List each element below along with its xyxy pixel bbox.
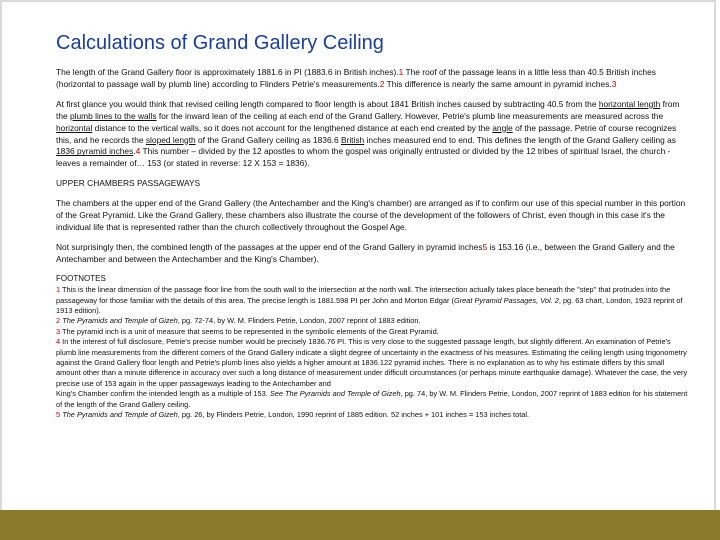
footnote-2-text: , pg. 72-74, by W. M. Flinders Petrie, London, 2007 reprint of 1883 edition. — [177, 316, 421, 326]
footnote-2-number: 2 — [56, 316, 61, 326]
footnote-4 — [56, 337, 690, 410]
para2-underline-7: 1836 pyramid inches — [56, 146, 134, 157]
footnote-1-text: This is the linear dimension of the passage floor line from the south wall to the intersection at the north wall. The intersection actually takes place beneath the "step" that protrudes into the passageway for those familiar with the details of this area. The precise length is 1881.598 PI per John and Morton Edgar ( — [56, 285, 671, 305]
para2-text-2: from the — [56, 98, 680, 121]
footnote-1-number: 1 — [56, 285, 61, 295]
footnote-1 — [56, 285, 690, 316]
paragraph-passage-length — [56, 242, 690, 266]
page-title: Calculations of Grand Gallery Ceiling — [56, 32, 384, 54]
footnote-2-title: The Pyramids and Temple of Gizeh — [62, 316, 178, 326]
para2-underline-6: British — [340, 134, 365, 145]
footnote-5-title: The Pyramids and Temple of Gizeh — [62, 409, 178, 419]
paragraph-floor-length — [56, 67, 690, 91]
footnote-4-title: See The Pyramids and Temple of Gizeh — [269, 389, 401, 399]
para2-text-8: . — [133, 146, 136, 157]
para2-text-7: inches measured end to end. This defines the length of the Grand Gallery ceiling as — [364, 134, 676, 145]
footnote-4-number: 4 — [56, 337, 61, 347]
footnote-3 — [56, 327, 690, 337]
footnote-1-title: Great Pyramid Passages, Vol. 2 — [453, 295, 559, 305]
para2-text-5: of the passage. Petrie of course recognizes this, and he records the — [56, 122, 677, 145]
para2-underline-3: horizontal — [56, 122, 93, 133]
para2-text-9: This number – divided by the 12 apostles to whom the gospel was originally entrusted or divided by the 12 tribes of spiritual Israel, the church - leaves a remainder of… 153 (or stated in reverse: 12 X 153 = 1836). — [56, 146, 671, 169]
footnote-ref-5[interactable]: 5 — [482, 241, 488, 252]
para2-underline-2: plumb lines to the walls — [69, 110, 157, 121]
footnote-4-text-3: , pg. 74, by W. M. Flinders Petrie, London, 2007 reprint of 1883 edition for his statement of the length of the Grand Gallery ceiling. — [56, 389, 688, 409]
para1-text-c: This difference is nearly the same amount in pyramid inches. — [384, 78, 612, 89]
document-body — [56, 67, 690, 420]
footnote-3-number: 3 — [56, 326, 61, 336]
para2-underline-1: horizontal length — [598, 98, 661, 109]
para2-underline-4: angle — [492, 122, 513, 133]
footnote-ref-3[interactable]: 3 — [611, 78, 617, 89]
section-heading: UPPER CHAMBERS PASSAGEWAYS — [56, 178, 201, 189]
para2-underline-5: sloped length — [145, 134, 196, 145]
footnote-5 — [56, 410, 690, 420]
para2-text-4: distance to the vertical walls, so it does not account for the lengthened distance at each end created by the — [92, 122, 493, 133]
footnote-ref-2[interactable]: 2 — [379, 78, 385, 89]
para2-text-1: At first glance you would think that revised ceiling length compared to floor length is about 1841 British inches caused by subtracting 40.5 from the — [56, 98, 599, 109]
para4-text-b: is 153.16 (i.e., between the Grand Gallery and the Antechamber and between the Antechamber and the King's Chamber). — [56, 241, 675, 264]
footnote-5-text: , pg. 26, by Flinders Petrie, London, 1990 reprint of 1885 edition. 52 inches + 101 inches = 153 inches total. — [177, 409, 530, 419]
bottom-bar — [0, 510, 720, 540]
footnotes-heading: FOOTNOTES — [56, 273, 106, 283]
footnote-2 — [56, 316, 690, 326]
footnote-ref-4[interactable]: 4 — [135, 146, 141, 157]
footnote-5-number: 5 — [56, 409, 61, 419]
para1-text-a: The length of the Grand Gallery floor is approximately 1881.6 in PI (1883.6 in British inches). — [56, 67, 399, 77]
paragraph-ceiling-length — [56, 99, 690, 170]
footnote-1-text-2: , pg. 63 chart, London, 1923 reprint of 1913 edition). — [56, 295, 683, 315]
para2-text-6: of the Grand Gallery ceiling as 1836.6 — [195, 134, 341, 145]
paragraph-upper-chambers: The chambers at the upper end of the Grand Gallery (the Antechamber and the King's chamber) are arranged as if to confirm our use of this special number in this portion of the Great Pyramid. Like the Grand Gallery, these chambers also illustrate the course of the development of the followers of Christ, even though in this case it's the individual life that is represented rather than the church collectively throughout the Gospel Age. — [56, 198, 686, 232]
footnote-4-text-2: King's Chamber confirm the intended length as a multiple of 153. — [56, 389, 270, 399]
footnotes-section — [56, 274, 690, 421]
para2-text-3: for the inward lean of the ceiling at each end of the Grand Gallery. However, Petrie's plumb line measurements are measured across the — [156, 110, 664, 121]
footnote-4-text: In the interest of full disclosure, Petrie's precise number would be precisely 1836.76 PI. This is very close to the suggested passage length, but slightly different. An examination of Petrie's plumb line measurements from the different corners of the Grand Gallery indicate a slight degree of uncertainty in the exactness of his measures. Estimating the ceiling length using trigonometry against the Grand Gallery floor length and Petrie's plumb lines also yields a higher amount at 1836.122 pyramid inches. There is no explanation as to why his estimate differs by this small amount other than a minute difference in accuracy over such a long distance of measurement under difficult circumstances (or perhaps minute earthquake damage). Whatever the case, the very precise use of 153 again in the upper passageways leading to the Antechamber and — [56, 337, 688, 388]
para4-text-a: Not surprisingly then, the combined length of the passages at the upper end of the Grand Gallery in pyramid inches — [56, 241, 483, 252]
footnote-3-text: The pyramid inch is a unit of measure that seems to be represented in the symbolic elements of the Great Pyramid. — [60, 326, 439, 336]
footnote-ref-1[interactable]: 1 — [398, 67, 404, 77]
para1-text-b: The roof of the passage leans in a little less than 40.5 British inches (horizontal to passage wall by plumb line) according to Flinders Petrie's measurements. — [56, 67, 656, 89]
